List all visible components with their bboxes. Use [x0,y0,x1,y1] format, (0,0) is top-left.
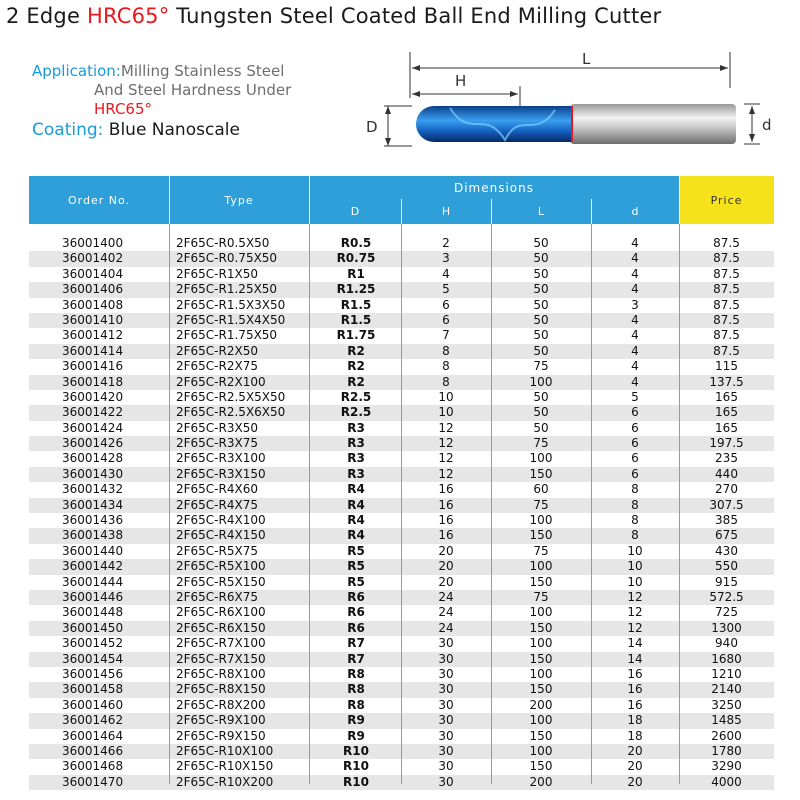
header-order-no: Order No. [29,176,169,224]
cell-D: R5 [347,543,365,558]
header-L: L [491,199,591,224]
cell-H: 20 [438,574,454,589]
cell-d: 8 [631,497,639,512]
cell-type: 2F65C-R5X75 [176,543,258,558]
cell-L: 100 [529,743,553,758]
cell-D: R7 [347,636,365,651]
cell-D: R8 [347,666,365,681]
cell-type: 2F65C-R10X100 [176,743,274,758]
cell-H: 4 [442,266,450,281]
cell-order-no: 36001424 [62,420,124,435]
application-line2: And Steel Hardness Under [94,81,292,99]
cell-D: R1 [347,266,365,281]
cell-L: 100 [529,513,553,528]
cell-price: 385 [715,513,738,528]
cell-D: R9 [347,728,365,743]
cell-price: 1210 [711,666,742,681]
cell-d: 18 [627,713,643,728]
cell-d: 12 [627,605,643,620]
title-prefix: 2 Edge [6,4,87,28]
cell-L: 50 [533,312,549,327]
cell-H: 16 [438,528,454,543]
cell-type: 2F65C-R4X100 [176,513,266,528]
cell-H: 12 [438,420,454,435]
cell-L: 75 [533,436,549,451]
cell-order-no: 36001420 [62,389,124,404]
cell-L: 100 [529,451,553,466]
cell-L: 150 [529,574,553,589]
cell-order-no: 36001418 [62,374,124,389]
cell-d: 18 [627,728,643,743]
cell-H: 8 [442,374,450,389]
cell-D: R1.75 [336,328,376,343]
application-label: Application: [32,62,121,80]
cell-D: R1.25 [336,282,376,297]
title-hrc-highlight: HRC65° [86,4,170,28]
cell-type: 2F65C-R10X200 [176,774,274,789]
cell-D: R8 [347,682,365,697]
cell-D: R5 [347,559,365,574]
cell-D: R3 [347,436,365,451]
cell-type: 2F65C-R1.25X50 [176,282,278,297]
cell-order-no: 36001460 [62,697,124,712]
cell-order-no: 36001454 [62,651,124,666]
cell-L: 150 [529,682,553,697]
cell-d: 4 [631,236,639,250]
cell-order-no: 36001456 [62,666,124,681]
cell-price: 87.5 [713,297,740,312]
cell-type: 2F65C-R0.5X50 [176,236,270,250]
cell-order-no: 36001468 [62,759,124,774]
cell-L: 75 [533,589,549,604]
cell-type: 2F65C-R3X100 [176,451,266,466]
header-type: Type [169,176,309,224]
cell-L: 150 [529,528,553,543]
cell-type: 2F65C-R0.75X50 [176,251,278,266]
cell-price: 572.5 [709,589,744,604]
cell-type: 2F65C-R2X75 [176,359,258,374]
cell-price: 2140 [711,682,742,697]
cell-type: 2F65C-R5X150 [176,574,266,589]
dim-L-label: L [582,50,591,68]
cell-H: 2 [442,236,450,250]
cell-price: 915 [715,574,738,589]
cell-order-no: 36001462 [62,713,124,728]
cell-L: 75 [533,543,549,558]
cell-price: 430 [715,543,738,558]
cell-L: 50 [533,251,549,266]
cell-L: 50 [533,405,549,420]
application-line1: Milling Stainless Steel [120,62,285,80]
cell-L: 100 [529,605,553,620]
header-d: d [591,199,679,224]
cell-order-no: 36001400 [62,236,124,250]
cell-L: 150 [529,759,553,774]
table-header [29,176,774,224]
cell-price: 940 [715,636,738,651]
cell-order-no: 36001450 [62,620,124,635]
cell-price: 87.5 [713,312,740,327]
cell-H: 30 [438,636,454,651]
cell-type: 2F65C-R3X50 [176,420,258,435]
cell-price: 197.5 [709,436,744,451]
cell-price: 115 [715,359,738,374]
cell-L: 150 [529,620,553,635]
cell-type: 2F65C-R4X150 [176,528,266,543]
cell-H: 16 [438,513,454,528]
header-H: H [401,199,491,224]
cell-D: R3 [347,451,365,466]
cell-d: 4 [631,328,639,343]
cell-L: 50 [533,236,549,250]
cell-L: 100 [529,636,553,651]
coating-value: Blue Nanoscale [103,120,240,140]
cell-order-no: 36001428 [62,451,124,466]
product-title [6,4,796,34]
cell-d: 16 [627,682,643,697]
cell-D: R1.5 [340,312,372,327]
cell-price: 165 [715,405,738,420]
cell-d: 4 [631,312,639,327]
cell-price: 87.5 [713,282,740,297]
cell-order-no: 36001430 [62,466,124,481]
cell-order-no: 36001466 [62,743,124,758]
cell-d: 12 [627,589,643,604]
cell-type: 2F65C-R4X75 [176,497,258,512]
application-line3: HRC65° [94,100,153,118]
cell-price: 87.5 [713,343,740,358]
cell-d: 4 [631,374,639,389]
cell-price: 1680 [711,651,742,666]
cell-D: R0.75 [336,251,376,266]
cell-d: 10 [627,559,643,574]
cell-price: 725 [715,605,738,620]
cell-D: R10 [343,759,369,774]
cell-H: 5 [442,282,450,297]
cell-L: 50 [533,266,549,281]
cell-order-no: 36001416 [62,359,124,374]
cell-D: R10 [343,774,369,789]
cell-order-no: 36001436 [62,513,124,528]
cell-price: 550 [715,559,738,574]
cell-price: 165 [715,420,738,435]
cell-L: 75 [533,359,549,374]
cell-D: R4 [347,497,365,512]
cell-D: R2.5 [340,405,372,420]
cell-d: 6 [631,451,639,466]
cell-D: R7 [347,651,365,666]
header-D: D [309,199,401,224]
cell-type: 2F65C-R1X50 [176,266,258,281]
cell-H: 12 [438,451,454,466]
cell-type: 2F65C-R8X150 [176,682,266,697]
cell-d: 10 [627,543,643,558]
dim-D-label: D [366,118,378,136]
cell-type: 2F65C-R6X75 [176,589,258,604]
cell-d: 4 [631,359,639,374]
cell-H: 12 [438,466,454,481]
header-dimensions: Dimensions [309,176,679,199]
cell-H: 16 [438,497,454,512]
cell-d: 8 [631,482,639,497]
cell-H: 7 [442,328,450,343]
title-suffix: Tungsten Steel Coated Ball End Milling Cutter [169,4,662,28]
cell-type: 2F65C-R6X100 [176,605,266,620]
cell-d: 6 [631,466,639,481]
cell-type: 2F65C-R2.5X5X50 [176,389,286,404]
cell-H: 6 [442,297,450,312]
cell-price: 3250 [711,697,742,712]
cell-d: 3 [631,297,639,312]
cell-type: 2F65C-R9X150 [176,728,266,743]
cell-L: 100 [529,559,553,574]
cell-d: 20 [627,774,643,789]
cell-type: 2F65C-R7X150 [176,651,266,666]
cell-order-no: 36001408 [62,297,124,312]
cell-D: R2 [347,359,365,374]
cell-type: 2F65C-R10X150 [176,759,274,774]
cell-type: 2F65C-R1.5X4X50 [176,312,286,327]
cutter-diagram [360,48,780,158]
cell-d: 5 [631,389,639,404]
cell-order-no: 36001410 [62,312,124,327]
cell-d: 20 [627,743,643,758]
cell-type: 2F65C-R6X150 [176,620,266,635]
cell-D: R4 [347,513,365,528]
cell-type: 2F65C-R3X150 [176,466,266,481]
cell-L: 100 [529,666,553,681]
cell-d: 10 [627,574,643,589]
cell-H: 24 [438,620,454,635]
cell-L: 60 [533,482,549,497]
cell-price: 675 [715,528,738,543]
cell-d: 6 [631,405,639,420]
cell-D: R9 [347,713,365,728]
cell-order-no: 36001432 [62,482,124,497]
cell-L: 150 [529,728,553,743]
cell-type: 2F65C-R2.5X6X50 [176,405,286,420]
cell-type: 2F65C-R8X200 [176,697,266,712]
cell-H: 30 [438,759,454,774]
cell-type: 2F65C-R7X100 [176,636,266,651]
cell-order-no: 36001458 [62,682,124,697]
cell-D: R2 [347,374,365,389]
cell-D: R1.5 [340,297,372,312]
cell-d: 12 [627,620,643,635]
cell-type: 2F65C-R8X100 [176,666,266,681]
cell-D: R3 [347,420,365,435]
cell-L: 50 [533,297,549,312]
cell-H: 16 [438,482,454,497]
cell-L: 150 [529,466,553,481]
cell-L: 50 [533,420,549,435]
cell-L: 100 [529,374,553,389]
cell-d: 6 [631,436,639,451]
cell-price: 87.5 [713,266,740,281]
cell-type: 2F65C-R9X100 [176,713,266,728]
cell-price: 3290 [711,759,742,774]
cell-D: R3 [347,466,365,481]
application-info [32,62,362,119]
cell-D: R6 [347,605,365,620]
cell-order-no: 36001440 [62,543,124,558]
cell-order-no: 36001434 [62,497,124,512]
cell-H: 12 [438,436,454,451]
cell-order-no: 36001452 [62,636,124,651]
cell-d: 6 [631,420,639,435]
cell-d: 4 [631,282,639,297]
cell-L: 200 [529,697,553,712]
cell-type: 2F65C-R4X60 [176,482,258,497]
cell-L: 50 [533,389,549,404]
cell-order-no: 36001438 [62,528,124,543]
cell-d: 16 [627,666,643,681]
cell-H: 30 [438,697,454,712]
cell-H: 10 [438,389,454,404]
dim-d-label: d [762,116,772,134]
cell-D: R5 [347,574,365,589]
cell-order-no: 36001470 [62,774,124,789]
coating-info [32,120,240,140]
cell-D: R0.5 [340,236,372,250]
cell-d: 14 [627,636,643,651]
cell-d: 20 [627,759,643,774]
cell-L: 50 [533,282,549,297]
cell-H: 30 [438,651,454,666]
cell-order-no: 36001426 [62,436,124,451]
cell-price: 440 [715,466,738,481]
cell-type: 2F65C-R5X100 [176,559,266,574]
cell-H: 6 [442,312,450,327]
cell-H: 30 [438,682,454,697]
cell-type: 2F65C-R2X100 [176,374,266,389]
cell-price: 270 [715,482,738,497]
cell-d: 8 [631,513,639,528]
cell-price: 307.5 [709,497,744,512]
cell-order-no: 36001422 [62,405,124,420]
cell-H: 20 [438,559,454,574]
cell-D: R10 [343,743,369,758]
cell-type: 2F65C-R1.5X3X50 [176,297,286,312]
cell-price: 1485 [711,713,742,728]
cell-price: 87.5 [713,236,740,250]
cell-L: 75 [533,497,549,512]
cell-order-no: 36001406 [62,282,124,297]
cell-order-no: 36001442 [62,559,124,574]
cell-L: 200 [529,774,553,789]
cell-order-no: 36001402 [62,251,124,266]
cell-D: R8 [347,697,365,712]
cell-H: 3 [442,251,450,266]
cell-d: 4 [631,251,639,266]
cell-price: 1300 [711,620,742,635]
cell-H: 8 [442,343,450,358]
cell-H: 24 [438,589,454,604]
cell-D: R2 [347,343,365,358]
cell-H: 30 [438,713,454,728]
cell-order-no: 36001444 [62,574,124,589]
cell-H: 30 [438,666,454,681]
cell-order-no: 36001464 [62,728,124,743]
cell-type: 2F65C-R2X50 [176,343,258,358]
cell-H: 10 [438,405,454,420]
cell-H: 30 [438,774,454,789]
cell-order-no: 36001448 [62,605,124,620]
cell-L: 150 [529,651,553,666]
cell-H: 8 [442,359,450,374]
cell-L: 50 [533,343,549,358]
cell-d: 4 [631,266,639,281]
cell-H: 24 [438,605,454,620]
header-price: Price [679,176,774,224]
cell-type: 2F65C-R3X75 [176,436,258,451]
cell-price: 87.5 [713,251,740,266]
dim-H-label: H [455,72,467,90]
cell-price: 87.5 [713,328,740,343]
cell-H: 30 [438,743,454,758]
cell-H: 30 [438,728,454,743]
cell-price: 235 [715,451,738,466]
cell-d: 14 [627,651,643,666]
cell-order-no: 36001446 [62,589,124,604]
cell-d: 16 [627,697,643,712]
cell-L: 50 [533,328,549,343]
coating-label: Coating: [32,120,104,140]
cell-price: 165 [715,389,738,404]
cell-d: 4 [631,343,639,358]
cell-order-no: 36001404 [62,266,124,281]
cell-H: 20 [438,543,454,558]
cell-order-no: 36001412 [62,328,124,343]
cell-order-no: 36001414 [62,343,124,358]
cell-price: 2600 [711,728,742,743]
cell-D: R4 [347,528,365,543]
cell-D: R4 [347,482,365,497]
cell-D: R2.5 [340,389,372,404]
cell-price: 1780 [711,743,742,758]
cell-price: 4000 [711,774,742,789]
cell-type: 2F65C-R1.75X50 [176,328,278,343]
cell-price: 137.5 [709,374,744,389]
cell-L: 100 [529,713,553,728]
cell-d: 8 [631,528,639,543]
cell-D: R6 [347,620,365,635]
cell-D: R6 [347,589,365,604]
